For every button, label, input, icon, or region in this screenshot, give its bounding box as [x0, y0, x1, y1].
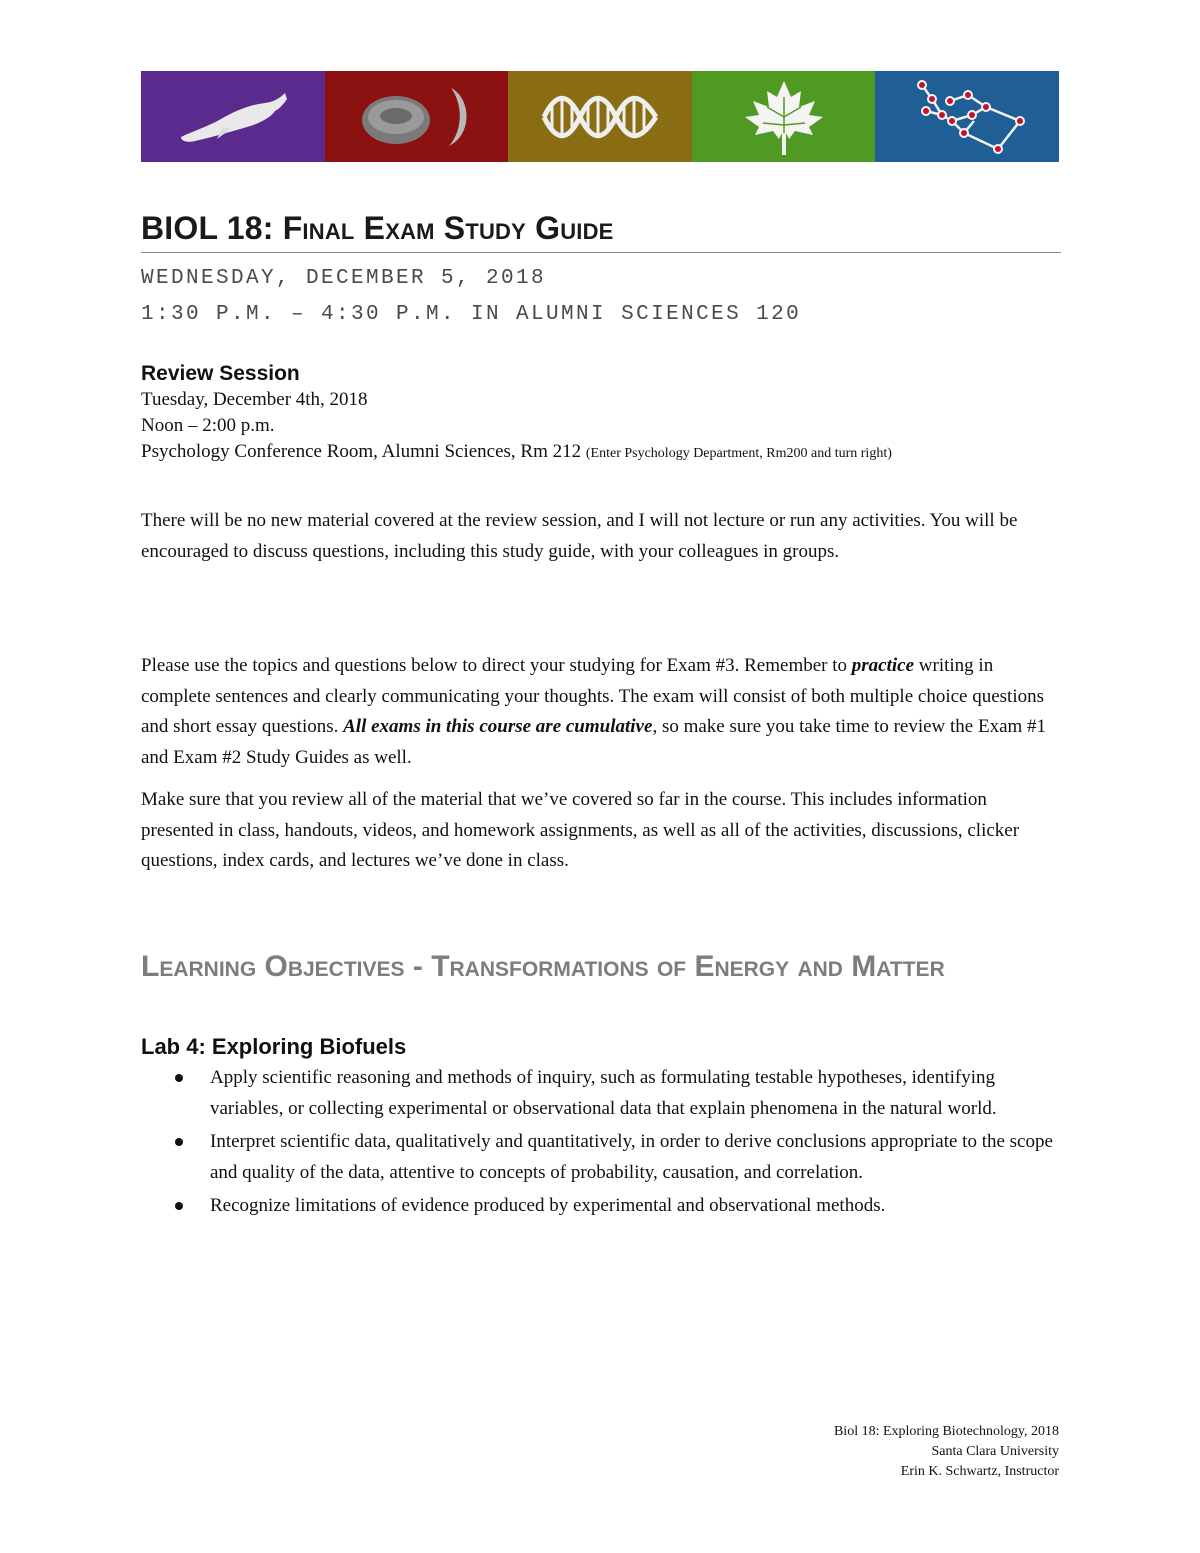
header-banner [141, 71, 1059, 162]
footer-university: Santa Clara University [931, 1444, 1059, 1459]
instructions-emphasis-practice: practice [851, 655, 915, 676]
page-title: BIOL 18: Final Exam Study Guide [141, 210, 614, 246]
instructions-emphasis-cumulative: All exams in this course are cumulative [343, 716, 653, 737]
objectives-list [170, 1063, 1060, 1225]
footer-course: Biol 18: Exploring Biotechnology, 2018 [833, 1424, 1059, 1439]
review-location-note: (Enter Psychology Department, Rm200 and turn right) [585, 446, 892, 461]
instructions-text-1: Please use the topics and questions below to direct your studying for Exam #3. Remember to [141, 655, 852, 676]
instructions-text-3: , so make sure you take time to review the Exam #1 and Exam #2 Study Guides as well. [141, 716, 1047, 768]
maple-leaf-icon [739, 77, 829, 157]
list-item: Apply scientific reasoning and methods of inquiry, such as formulating testable hypotheses, identifying variables, or collecting experimental or observational data that explain phenomena in the natural world. [170, 1063, 1060, 1124]
review-date: Tuesday, December 4th, 2018 [141, 389, 368, 410]
exam-time-location: 1:30 P.M. – 4:30 P.M. IN ALUMNI SCIENCES 120 [141, 303, 802, 326]
banner-panel-dna [508, 71, 692, 162]
blood-cell-icon [351, 82, 481, 152]
list-item: Interpret scientific data, qualitatively and quantitatively, in order to derive conclusions appropriate to the scope and quality of the data, attentive to concepts of probability, causation, and correlation. [170, 1127, 1060, 1188]
dna-helix-icon [540, 92, 660, 142]
review-location-text: Psychology Conference Room, Alumni Sciences, Rm 212 [141, 441, 586, 462]
list-item: Recognize limitations of evidence produced by experimental and observational methods. [170, 1191, 1060, 1222]
exam-date: WEDNESDAY, DECEMBER 5, 2018 [141, 267, 547, 290]
banner-panel-blood-cells [325, 71, 509, 162]
footer-instructor: Erin K. Schwartz, Instructor [900, 1464, 1059, 1479]
whale-icon [173, 87, 293, 147]
molecule-network-icon [902, 77, 1032, 157]
review-location [141, 439, 892, 467]
page-footer [834, 1422, 1059, 1482]
review-session-paragraph: There will be no new material covered at the review session, and I will not lecture or run any activities. You will be encouraged to discuss questions, including this study guide, with your colleagues in groups. [141, 510, 1018, 562]
review-material-paragraph: Make sure that you review all of the material that we’ve covered so far in the course. This includes information presented in class, handouts, videos, and homework assignments, as well as all of the activities, discussions, clicker questions, index cards, and lectures we’ve done in class. [141, 789, 1020, 871]
study-instructions-paragraph [141, 651, 1061, 773]
instructions-text-2: writing in complete sentences and clearly communicating your thoughts. The exam will consist of both multiple choice questions and short essay questions. [141, 655, 1044, 737]
review-session-heading: Review Session [141, 362, 300, 385]
lab-heading: Lab 4: Exploring Biofuels [141, 1034, 407, 1059]
banner-panel-molecule [875, 71, 1059, 162]
banner-panel-whale [141, 71, 325, 162]
title-rule [141, 252, 1061, 253]
learning-objectives-heading: Learning Objectives - Transformations of Energy and Matter [141, 950, 945, 983]
banner-panel-leaf [692, 71, 876, 162]
review-time: Noon – 2:00 p.m. [141, 415, 275, 436]
